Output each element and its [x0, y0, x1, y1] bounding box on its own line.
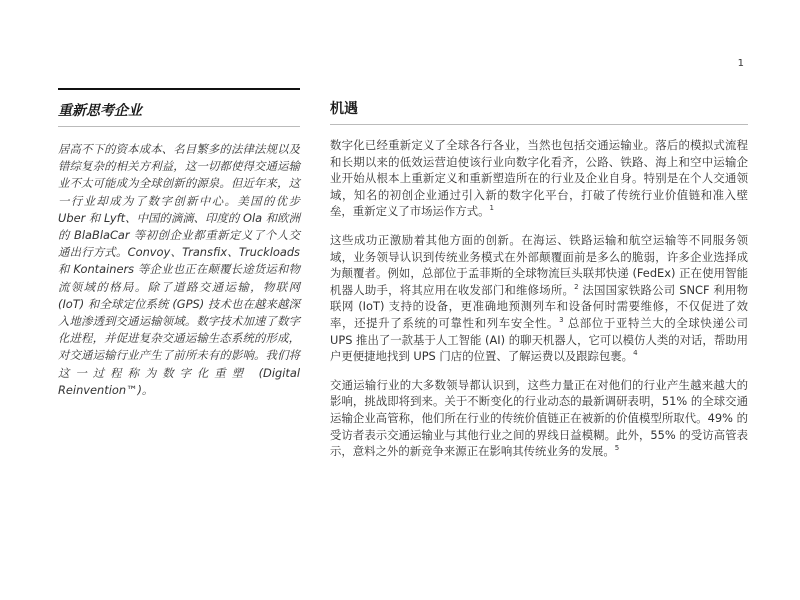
sidebar-column — [58, 88, 300, 399]
paragraph-2 — [330, 232, 748, 365]
sidebar-body-text: 居高不下的资本成本、名目繁多的法律法规以及错综复杂的相关方利益，这一切都使得交通运输业不太可能成为全球创新的源泉。但近年来，这一行业却成为了数字创新中心。美国的优步 Uber 和 Lyft、中国的滴滴、印度的 Ola 和欧洲的 BlaBlaCar 等初创企业都重新定义了个人交通出行方式。Convoy、Transfix、Truckloads 和 Kontainers 等企业也正在颠覆长途货运和物流领域的格局。除了道路交通运输，物联网 (IoT) 和全球定位系统 (GPS) 技术也在越来越深入地渗透到交通运输领域。数字技术加速了数字化进程，并促进复杂交通运输生态系统的形成，对交通运输行业产生了前所未有的影响。我们将这一过程称为数字化重塑 (Digital Reinvention™)。 — [58, 142, 300, 397]
section-title: 机遇 — [330, 88, 748, 125]
paragraph-2-sentence-3: 总部位于亚特兰大的全球快递公司 UPS 推出了一款基于人工智能 (AI) 的聊天机器人，它可以模仿人类的对话，帮助用户更便捷地找到 UPS 门店的位置、了解运费以及跟踪包裹。 — [330, 315, 748, 364]
paragraph-3-text: 交通运输行业的大多数领导都认识到，这些力量正在对他们的行业产生越来越大的影响，挑战即将到来。关于不断变化的行业动态的最新调研表明，51% 的全球交通运输企业高管称，他们所在行业的传统价值链正在被新的价值模型所取代。49% 的受访者表示交通运输业与其他行业之间的界线日益模糊。此外，55% 的受访高管表示，意料之外的新竞争来源正在影响其传统业务的发展。 — [330, 377, 748, 459]
sidebar-title: 重新思考企业 — [58, 100, 300, 127]
footnote-ref-3: 3 — [559, 316, 564, 325]
footnote-ref-4: 4 — [633, 349, 638, 358]
page-number: 1 — [737, 58, 744, 69]
paragraph-2-sentence-1: 这些成功正激励着其他方面的创新。在海运、铁路运输和航空运输等不同服务领域，业务领导认识到传统业务模式在外部颠覆面前是多么的脆弱，许多企业选择成为颠覆者。例如，总部位于孟菲斯的全球物流巨头联邦快递 (FedEx) 正在使用智能机器人助手，将其应用在收发部门和维修场所。 — [330, 232, 748, 297]
footnote-ref-2: 2 — [574, 282, 579, 291]
paragraph-2-sentence-2: 法国国家铁路公司 SNCF 利用物联网 (IoT) 支持的设备，更准确地预测列车和设备何时需要维修，不仅促进了效率，还提升了系统的可靠性和列车安全性。 — [330, 282, 748, 330]
paragraph-1 — [330, 137, 748, 220]
main-column — [330, 88, 748, 460]
paragraph-1-text: 数字化已经重新定义了全球各行各业，当然也包括交通运输业。落后的模拟式流程和长期以来的低效运营迫使该行业向数字化看齐，公路、铁路、海上和空中运输企业开始从根本上重新定义和重新塑造所在的行业及企业自身。特别是在个人交通领域，知名的初创企业通过引入新的数字化平台，打破了传统行业价值链和准入壁垒，重新定义了市场运作方式。 — [330, 138, 748, 219]
sidebar-top-rule — [58, 88, 300, 90]
footnote-ref-5: 5 — [614, 444, 620, 453]
paragraph-3 — [330, 377, 748, 460]
footnote-ref-1: 1 — [489, 204, 494, 213]
